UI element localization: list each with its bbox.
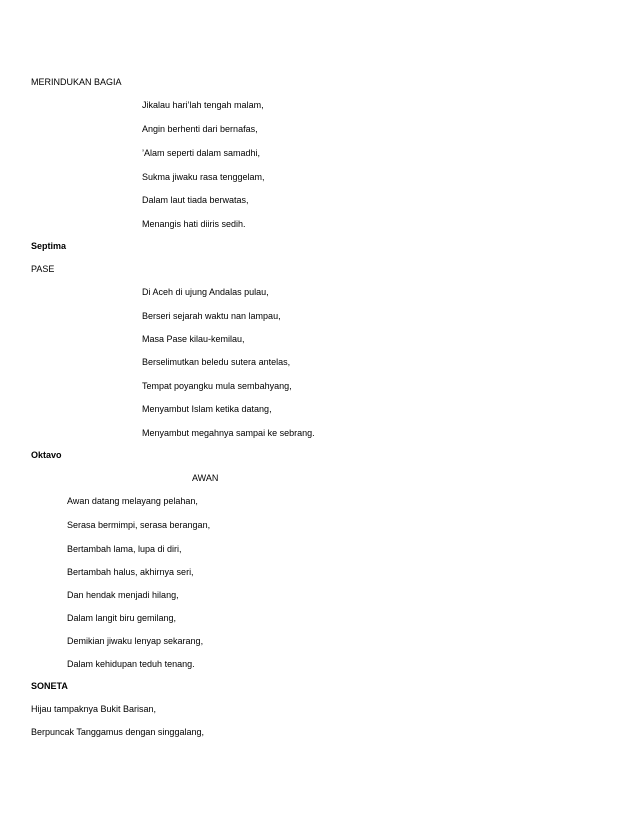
poem-line: Hijau tampaknya Bukit Barisan,: [31, 704, 157, 714]
poem-line: Angin berhenti dari bernafas,: [142, 124, 258, 134]
section-heading-septima: Septima: [31, 241, 67, 251]
section-heading-oktavo: Oktavo: [31, 450, 62, 460]
poem-line: Dalam laut tiada berwatas,: [142, 195, 249, 205]
poem-line: Bertambah lama, lupa di diri,: [67, 544, 182, 554]
poem-line: Demikian jiwaku lenyap sekarang,: [67, 636, 204, 646]
section-heading-soneta: SONETA: [31, 681, 68, 691]
poem-line: Tempat poyangku mula sembahyang,: [142, 381, 292, 391]
poem-line: Dalam kehidupan teduh tenang.: [67, 659, 195, 669]
poem-line: Dan hendak menjadi hilang,: [67, 590, 179, 600]
poem-title-awan: AWAN: [192, 473, 219, 483]
poem-line: Awan datang melayang pelahan,: [67, 496, 198, 506]
poem-line: Dalam langit biru gemilang,: [67, 613, 177, 623]
poem-title-merindukan-bagia: MERINDUKAN BAGIA: [31, 77, 122, 87]
poem-line: Menyambut megahnya sampai ke sebrang.: [142, 428, 315, 438]
poem-line: Berselimutkan beledu sutera antelas,: [142, 357, 291, 367]
poem-title-pase: PASE: [31, 264, 55, 274]
poem-line: Bertambah halus, akhirnya seri,: [67, 567, 194, 577]
poem-line: Masa Pase kilau-kemilau,: [142, 334, 245, 344]
poem-line: Serasa bermimpi, serasa berangan,: [67, 520, 211, 530]
poem-line: Sukma jiwaku rasa tenggelam,: [142, 172, 265, 182]
poem-line: Di Aceh di ujung Andalas pulau,: [142, 287, 269, 297]
poem-line: Menangis hati diiris sedih.: [142, 219, 246, 229]
poem-line: ’Alam seperti dalam samadhi,: [142, 148, 261, 158]
poem-line: Berseri sejarah waktu nan lampau,: [142, 311, 281, 321]
poem-line: Berpuncak Tanggamus dengan singgalang,: [31, 727, 204, 737]
poem-line: Menyambut Islam ketika datang,: [142, 404, 272, 414]
poem-line: Jikalau hari’lah tengah malam,: [142, 100, 264, 110]
